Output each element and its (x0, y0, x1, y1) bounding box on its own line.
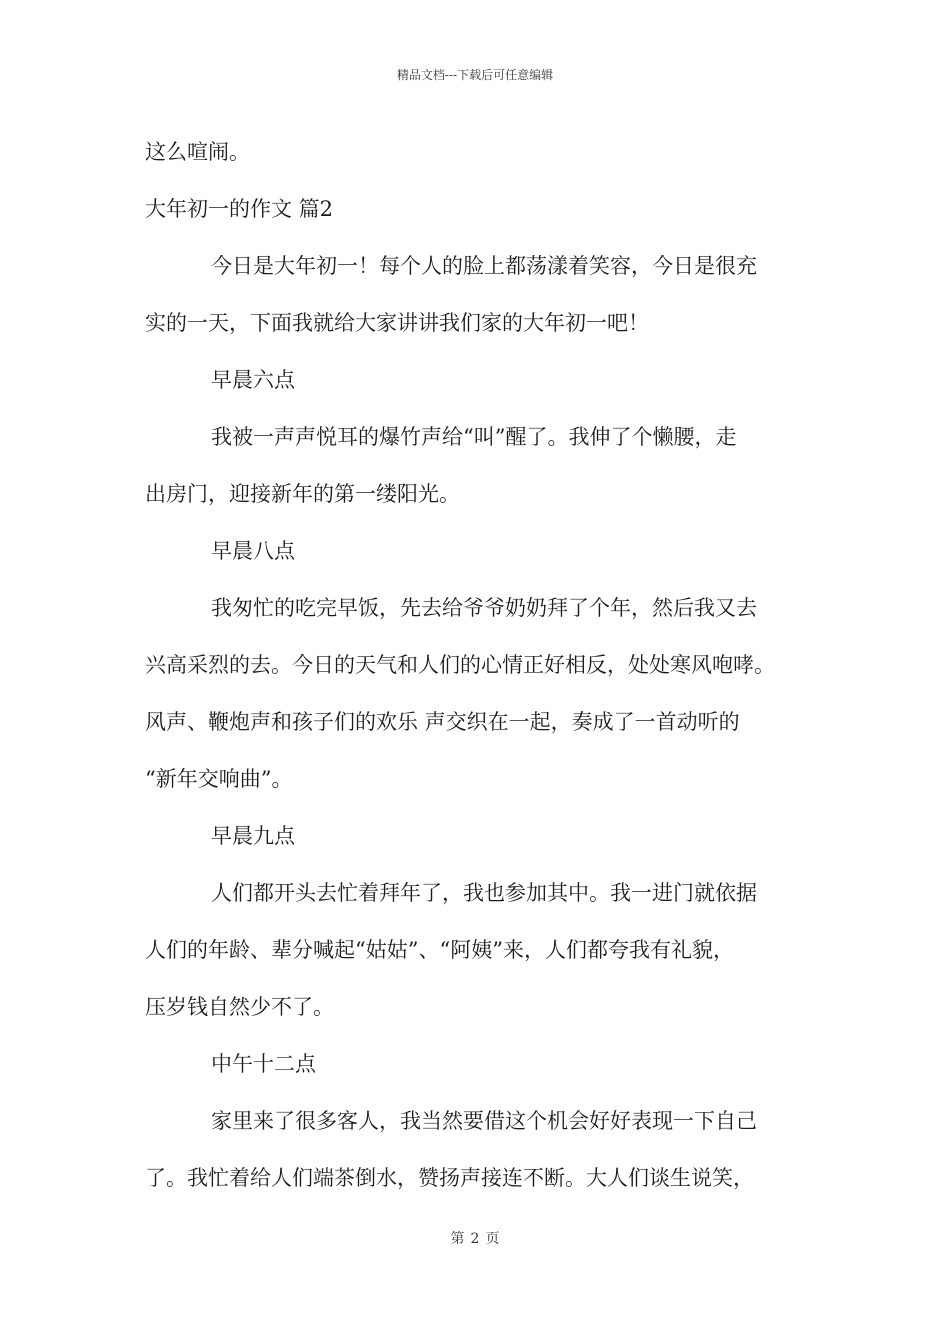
time-heading: 早晨九点 (211, 824, 295, 848)
page-number: 2 (470, 1231, 480, 1247)
text-line: 了。我忙着给人们端茶倒水，赞扬声接连不断。大人们谈生说笑， (145, 1166, 754, 1190)
page-number-suffix: 页 (485, 1231, 500, 1247)
text-line: 家里来了很多客人，我当然要借这个机会好好表现一下自己 (211, 1109, 757, 1133)
time-heading: 中午十二点 (211, 1052, 316, 1076)
text-line: 人们的年龄、辈分喊起“姑姑”、“阿姨”来，人们都夸我有礼貌， (145, 938, 734, 962)
text-line: 兴高采烈的去。今日的天气和人们的心情正好相反，处处寒风咆哮。 (145, 653, 775, 677)
time-heading: 早晨六点 (211, 368, 295, 392)
page-header: 精品文档---下载后可任意编辑 (396, 68, 554, 82)
page-footer (0, 1228, 950, 1248)
text-line: 我匆忙的吃完早饭，先去给爷爷奶奶拜了个年，然后我又去 (211, 596, 757, 620)
text-line: 压岁钱自然少不了。 (145, 995, 334, 1019)
text-line: 这么喧闹。 (145, 140, 250, 164)
time-heading: 早晨八点 (211, 539, 295, 563)
text-line: “新年交响曲”。 (145, 767, 293, 791)
page-number-prefix: 第 (450, 1231, 465, 1247)
text-line: 出房门，迎接新年的第一缕阳光。 (145, 482, 460, 506)
text-line: 实的一天，下面我就给大家讲讲我们家的大年初一吧！ (145, 311, 649, 335)
text-line: 风声、鞭炮声和孩子们的欢乐 声交织在一起，奏成了一首动听的 (145, 710, 740, 734)
text-line: 我被一声声悦耳的爆竹声给“叫”醒了。我伸了个懒腰，走 (211, 425, 737, 449)
text-line: 人们都开头去忙着拜年了，我也参加其中。我一进门就依据 (211, 881, 757, 905)
text-line: 今日是大年初一！每个人的脸上都荡漾着笑容，今日是很充 (211, 254, 757, 278)
section-title: 大年初一的作文 篇2 (145, 197, 334, 221)
